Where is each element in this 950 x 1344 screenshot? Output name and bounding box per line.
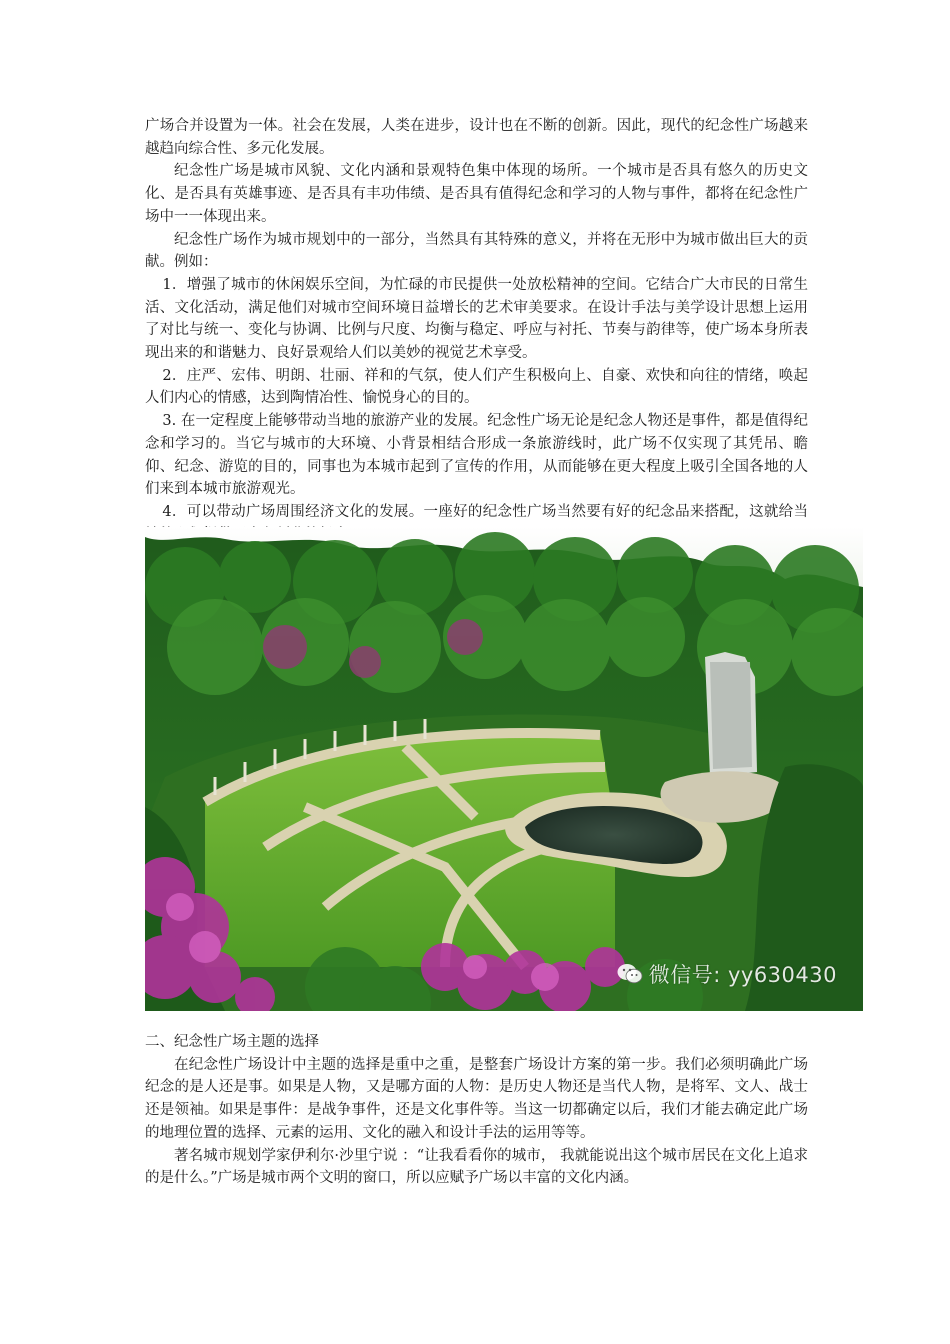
section-heading: 二、纪念性广场主题的选择 — [145, 1034, 319, 1050]
paragraph: 纪念性广场作为城市规划中的一部分，当然具有其特殊的意义，并将在无形中为城市做出巨大的贡献。例如： — [145, 231, 808, 271]
list-item: 2．庄严、宏伟、明朗、壮丽、祥和的气氛，使人们产生积极向上、自豪、欢快和向往的情绪，唤起人们内心的情感，达到陶情冶性、愉悦身心的目的。 — [145, 367, 808, 407]
wechat-icon — [617, 963, 643, 985]
paragraph: 广场合并设置为一体。社会在发展，人类在进步，设计也在不断的创新。因此，现代的纪念性广场越来越趋向综合性、多元化发展。 — [145, 118, 808, 157]
photo-watermark — [617, 959, 837, 989]
list-item: 3. 在一定程度上能够带动当地的旅游产业的发展。纪念性广场无论是纪念人物还是事件，都是值得纪念和学习的。当它与城市的大环境、小背景相结合形成一条旅游线时，此广场不仅实现了其凭吊、瞻仰、纪念、游览的目的，同事也为本城市起到了宣传的作用，从而能够在更大程度上吸引全国各地的人们来到本城市旅游观光。 — [145, 413, 808, 498]
body-text-top — [145, 115, 808, 546]
memorial-square-photo — [145, 527, 863, 1011]
body-text-bottom — [145, 1031, 808, 1190]
paragraph: 纪念性广场是城市风貌、文化内涵和景观特色集中体现的场所。一个城市是否具有悠久的历史文化、是否具有英雄事迹、是否具有丰功伟绩、是否具有值得纪念和学习的人物与事件，都将在纪念性广场中一一体现出来。 — [145, 163, 808, 225]
list-item: 4．可以带动广场周围经济文化的发展。一座好的纪念性广场当然要有好的纪念品来搭配，这就给当 — [162, 503, 808, 520]
watermark-text: 微信号: yy630430 — [648, 963, 837, 987]
paragraph: 在纪念性广场设计中主题的选择是重中之重，是整套广场设计方案的第一步。我们必须明确此广场纪念的是人还是事。如果是人物，又是哪方面的人物：是历史人物还是当代人物，是将军、文人、战士还是领袖。如果是事件：是战争事件，还是文化事件等。当这一切都确定以后，我们才能去确定此广场的地理位置的选择、元素的运用、文化的融入和设计手法的运用等等。 — [145, 1056, 808, 1141]
list-item: 1．增强了城市的休闲娱乐空间，为忙碌的市民提供一处放松精神的空间。它结合广大市民的日常生活、文化活动，满足他们对城市空间环境日益增长的艺术审美要求。在设计手法与美学设计思想上运用了对比与统一、变化与协调、比例与尺度、均衡与稳定、呼应与衬托、节奏与韵律等，使广场本身所表现出来的和谐魅力、良好景观给人们以美妙的视觉艺术享受。 — [145, 276, 808, 362]
paragraph: 著名城市规划学家伊利尔·沙里宁说 ：“让我看看你的城市， 我就能说出这个城市居民在文化上追求的是什么。”广场是城市两个文明的窗口，所以应赋予广场以丰富的文化内涵。 — [145, 1147, 808, 1187]
